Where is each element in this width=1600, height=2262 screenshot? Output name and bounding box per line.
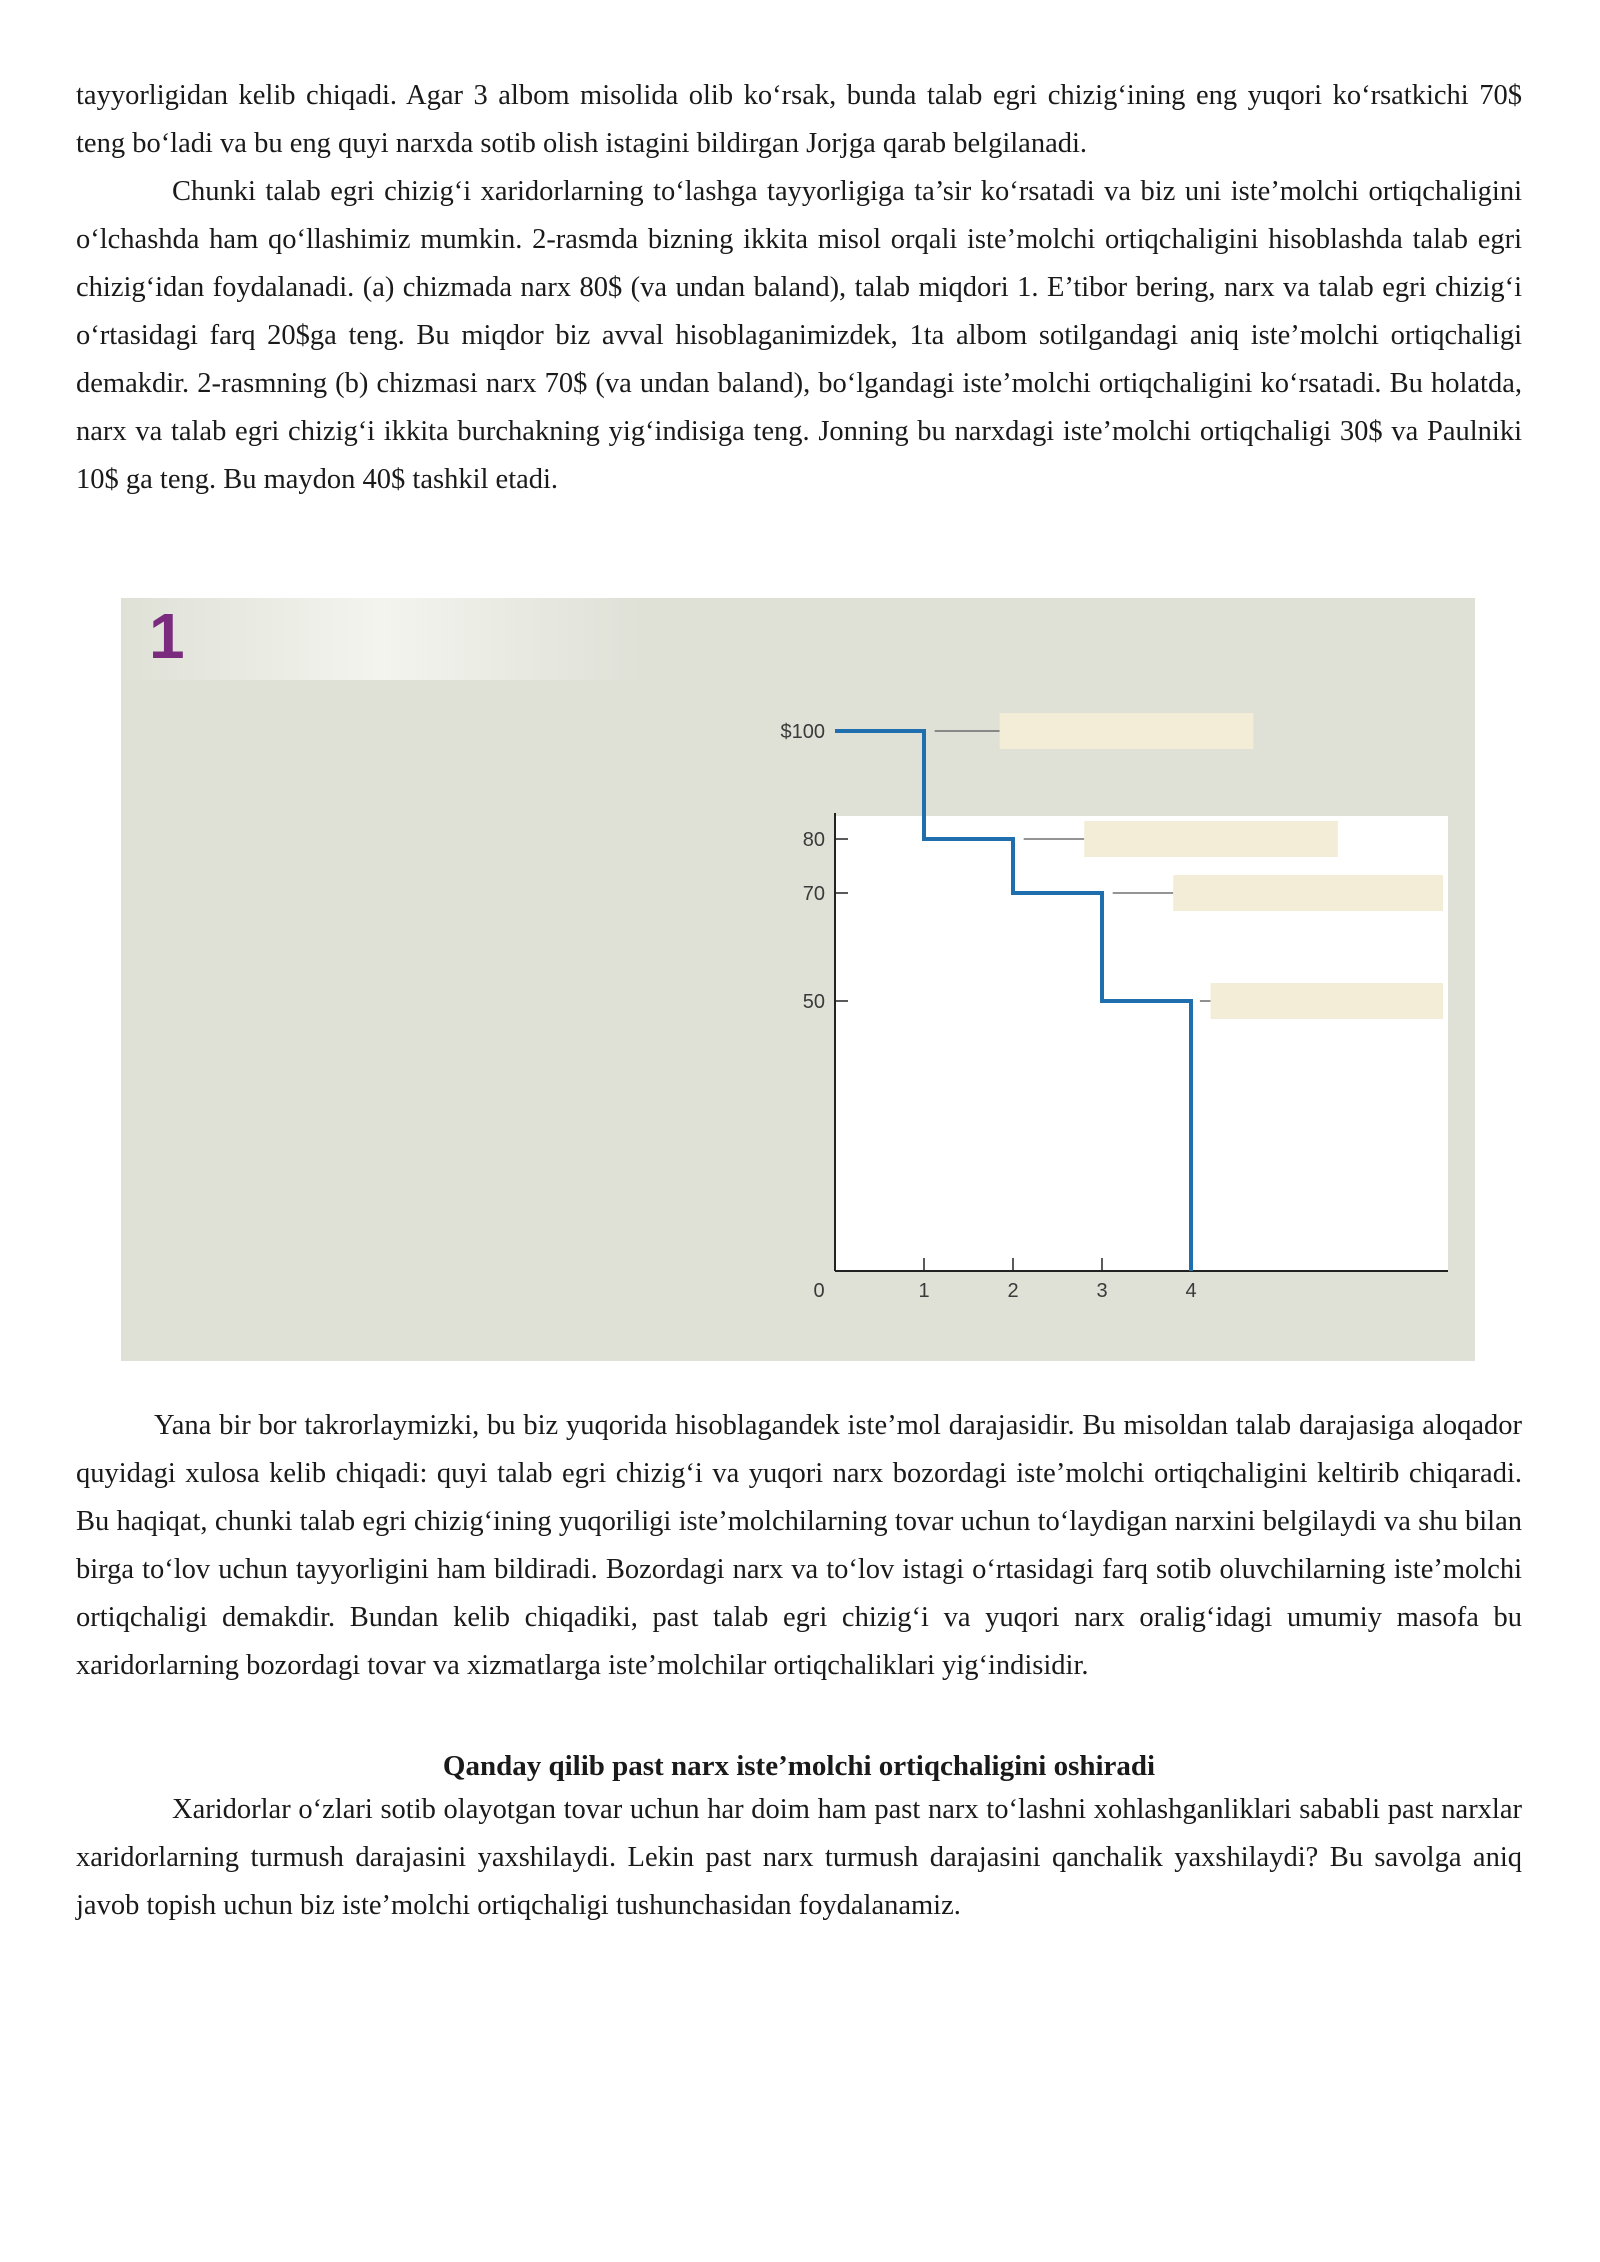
- annotation-box-1: [1000, 713, 1254, 749]
- annotation-box-2: [1084, 821, 1338, 857]
- paragraph-2: Chunki talab egri chizig‘i xaridorlarning to‘lashga tayyorligiga ta’sir ko‘rsatadi va biz uni iste’molchi ortiqchaligini o‘lchashda ham qo‘llashimiz mumkin. 2-rasmda bizning ikkita misol orqali iste’molchi ortiqchaligini hisoblashda talab egri chizig‘idan foydalanadi. (a) chizmada narx 80$ (va undan baland), talab miqdori 1. E’tibor bering, narx va talab egri chizig‘i o‘rtasidagi farq 20$ga teng. Bu miqdor biz avval hisoblaganimizdek, 1ta albom sotilgandagi aniq iste’molchi ortiqchaligi demakdir. 2-rasmning (b) chizmasi narx 70$ (va undan baland), bo‘lgandagi iste’molchi ortiqchaligini ko‘rsatadi. Bu holatda, narx va talab egri chizig‘i ikkita burchakning yig‘indisiga teng. Jonning bu narxdagi iste’molchi ortiqchaligi 30$ va Paulniki 10$ ga teng. Bu maydon 40$ tashkil etadi.: [76, 176, 1522, 495]
- paragraph-3: Yana bir bor takrorlaymizki, bu biz yuqorida hisoblagandek iste’mol darajasidir. Bu misoldan talab darajasiga aloqador quyidagi xulosa kelib chiqadi: quyi talab egri chizig‘i va yuqori narx bozordagi iste’molchi ortiqchaligini keltirib chiqaradi. Bu haqiqat, chunki talab egri chizig‘ining yuqoriligi iste’molchilarning tovar uchun to‘laydigan narxini belgilaydi va shu bilan birga to‘lov uchun tayyorligini ham bildiradi. Bozordagi narx va to‘lov istagi o‘rtasidagi farq sotib oluvchilarning iste’molchi ortiqchaligi demakdir. Bundan kelib chiqadiki, past talab egri chizig‘i va yuqori narx oralig‘idagi umumiy masofa bu xaridorlarning bozordagi tovar va xizmatlarga iste’molchilar ortiqchaliklari yig‘indisidir.: [76, 1410, 1522, 1681]
- y-tick-label-50: 50: [802, 991, 825, 1013]
- demand-step-chart: [121, 598, 1475, 1361]
- x-tick-label-2: 2: [1007, 1280, 1019, 1302]
- y-tick-label-70: 70: [802, 883, 825, 905]
- x-tick-label-1: 1: [918, 1280, 930, 1302]
- annotation-box-3: [1173, 875, 1443, 911]
- y-tick-label-80: 80: [802, 829, 825, 851]
- figure-panel: [121, 598, 1475, 1361]
- x-tick-label-3: 3: [1096, 1280, 1108, 1302]
- y-tick-label-100: $100: [780, 721, 825, 743]
- paragraph-1: tayyorligidan kelib chiqadi. Agar 3 albom misolida olib ko‘rsak, bunda talab egri chizig‘ining eng yuqori ko‘rsatkichi 70$ teng bo‘ladi va bu eng quyi narxda sotib olish istagini bildirgan Jorjga qarab belgilanadi.: [76, 80, 1522, 159]
- paragraph-4: Xaridorlar o‘zlari sotib olayotgan tovar uchun har doim ham past narx to‘lashni xohlashganliklari sababli past narxlar xaridorlarning turmush darajasini yaxshilaydi. Lekin past narx turmush darajasini qanchalik yaxshilaydi? Bu savolga aniq javob topish uchun biz iste’molchi ortiqchaligi tushunchasidan foydalanamiz.: [76, 1794, 1522, 1921]
- x-tick-label-4: 4: [1185, 1280, 1197, 1302]
- x-tick-label-0: 0: [813, 1280, 825, 1302]
- section-heading: Qanday qilib past narx iste’molchi ortiqchaligini oshiradi: [442, 1750, 1156, 1782]
- annotation-box-4: [1211, 983, 1443, 1019]
- figure-number: 1: [149, 600, 185, 672]
